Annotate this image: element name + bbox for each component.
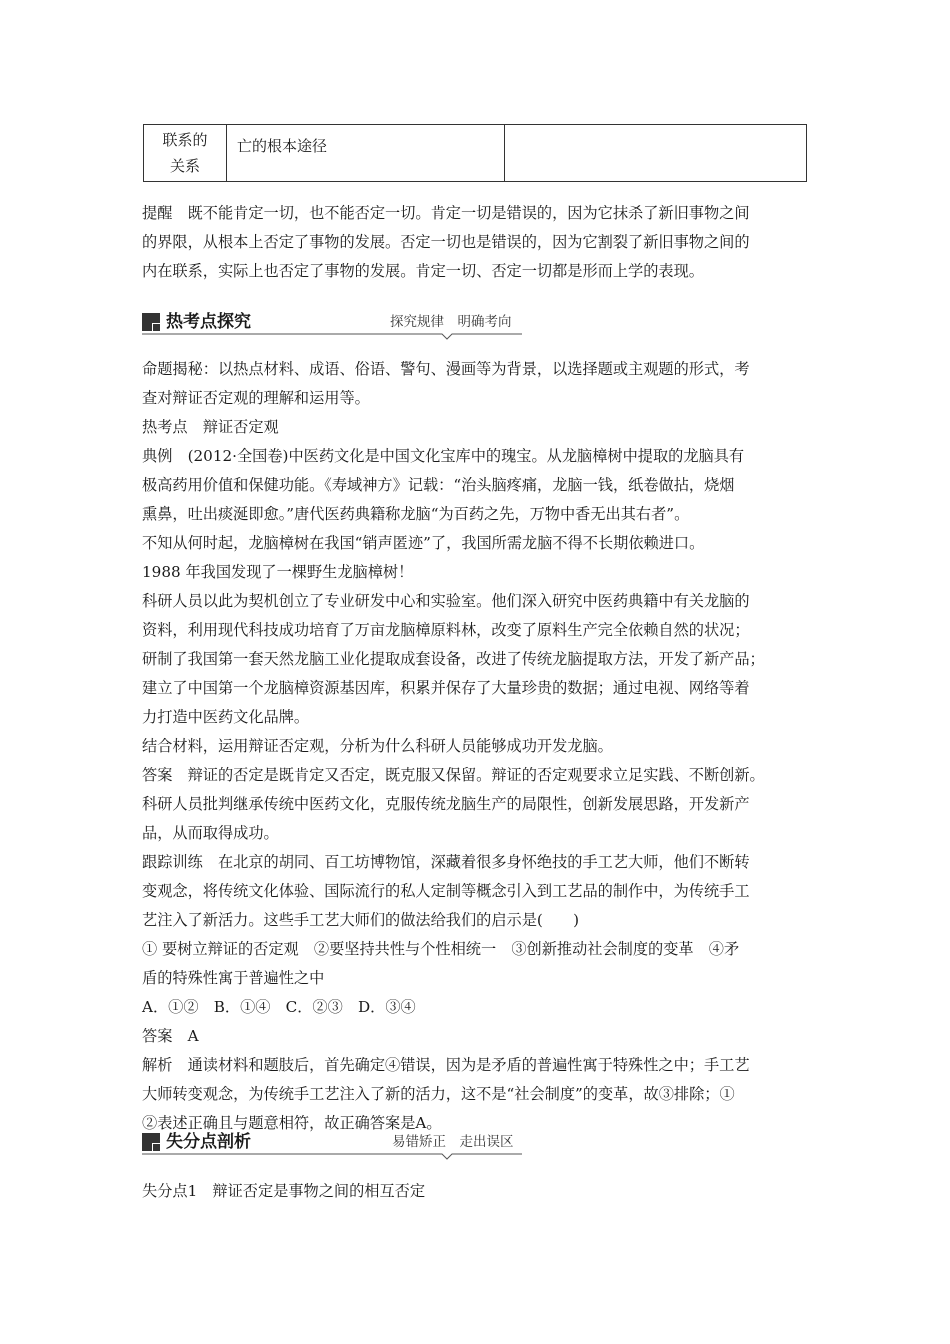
content-line: 科研人员批判继承传统中医药文化，克服传统龙脑生产的局限性，创新发展思路，开发新产	[142, 795, 750, 813]
content-line: ②表述正确且与题意相符，故正确答案是A。	[142, 1114, 442, 1132]
section-header-hot-topics	[142, 309, 522, 339]
content-line: 研制了我国第一套天然龙脑工业化提取成套设备，改进了传统龙脑提取方法，开发了新产品；	[142, 650, 765, 668]
section-subtitle: 易错矫正 走出误区	[392, 1134, 514, 1150]
content-line: 资料，利用现代科技成功培育了万亩龙脑樟原料林，改变了原料生产完全依赖自然的状况；	[142, 621, 750, 639]
content-line: 品，从而取得成功。	[142, 824, 279, 842]
row-label-line2: 关系	[169, 157, 200, 175]
content-line: 建立了中国第一个龙脑樟资源基因库，积累并保存了大量珍贵的数据；通过电视、网络等着	[142, 679, 750, 697]
content-line: 查对辩证否定观的理解和运用等。	[142, 389, 370, 407]
content-line: 结合材料，运用辩证否定观，分析为什么科研人员能够成功开发龙脑。	[142, 737, 613, 755]
content-line: 变观念，将传统文化体验、国际流行的私人定制等概念引入到工艺品的制作中，为传统手工	[142, 882, 750, 900]
content-line: 失分点1 辩证否定是事物之间的相互否定	[142, 1182, 426, 1200]
content-line: 命题揭秘：以热点材料、成语、俗语、警句、漫画等为背景，以选择题或主观题的形式，考	[142, 360, 750, 378]
content-line: 大师转变观念，为传统手工艺注入了新的活力，这不是“社会制度”的变革，故③排除；①	[142, 1085, 735, 1103]
tip-line: 的界限，从根本上否定了事物的发展。否定一切也是错误的，因为它割裂了新旧事物之间的	[142, 233, 750, 251]
main-content	[142, 355, 814, 1138]
content-line: 1988 年我国发现了一棵野生龙脑樟树！	[142, 563, 414, 581]
section-underline	[142, 1151, 522, 1161]
content-line: 答案 A	[142, 1027, 199, 1045]
content-line: 极高药用价值和保健功能。《寿域神方》记载：“治头脑疼痛，龙脑一钱，纸卷做拈，烧烟	[142, 476, 735, 494]
tip-line: 提醒 既不能肯定一切，也不能否定一切。肯定一切是错误的，因为它抹杀了新旧事物之间	[142, 204, 750, 222]
section-title: 热考点探究	[166, 312, 251, 332]
content-line: 盾的特殊性寓于普遍性之中	[142, 969, 325, 987]
content-line: 答案 辩证的否定是既肯定又否定，既克服又保留。辩证的否定观要求立足实践、不断创新。	[142, 766, 765, 784]
section-subtitle: 探究规律 明确考向	[390, 314, 512, 330]
content-line: 不知从何时起，龙脑樟树在我国“销声匿迹”了，我国所需龙脑不得不长期依赖进口。	[142, 534, 705, 552]
content-line: A．①② B．①④ C．②③ D．③④	[142, 998, 416, 1016]
table-cell-col2: 亡的根本途径	[227, 125, 505, 181]
table-row-label	[144, 125, 227, 181]
tip-line: 内在联系，实际上也否定了事物的发展。肯定一切、否定一切都是形而上学的表现。	[142, 262, 704, 280]
section-title: 失分点剖析	[166, 1132, 251, 1152]
section-underline	[142, 331, 522, 341]
content-line: 艺注入了新活力。这些手工艺大师们的做法给我们的启示是( )	[142, 911, 580, 929]
content-line: 熏鼻，吐出痰涎即愈。”唐代医药典籍称龙脑“为百药之先，万物中香无出其右者”。	[142, 505, 690, 523]
section-block-icon	[142, 1133, 160, 1151]
final-content	[142, 1177, 814, 1206]
summary-table	[143, 124, 807, 182]
row-label-line1: 联系的	[162, 131, 208, 149]
tip-paragraph	[142, 199, 814, 286]
content-line: 跟踪训练 在北京的胡同、百工坊博物馆，深藏着很多身怀绝技的手工艺大师，他们不断转	[142, 853, 750, 871]
content-line: 解析 通读材料和题肢后，首先确定④错误，因为是矛盾的普遍性寓于特殊性之中；手工艺	[142, 1056, 750, 1074]
section-block-icon	[142, 313, 160, 331]
content-line: 力打造中医药文化品牌。	[142, 708, 310, 726]
table-cell-col3	[505, 125, 806, 181]
content-line: 科研人员以此为契机创立了专业研发中心和实验室。他们深入研究中医药典籍中有关龙脑的	[142, 592, 750, 610]
section-header-error-points	[142, 1129, 522, 1159]
content-line: ① 要树立辩证的否定观 ②要坚持共性与个性相统一 ③创新推动社会制度的变革 ④矛	[142, 940, 740, 958]
content-line: 典例 (2012·全国卷)中医药文化是中国文化宝库中的瑰宝。从龙脑樟树中提取的龙脑具有	[142, 447, 745, 465]
content-line: 热考点 辩证否定观	[142, 418, 279, 436]
